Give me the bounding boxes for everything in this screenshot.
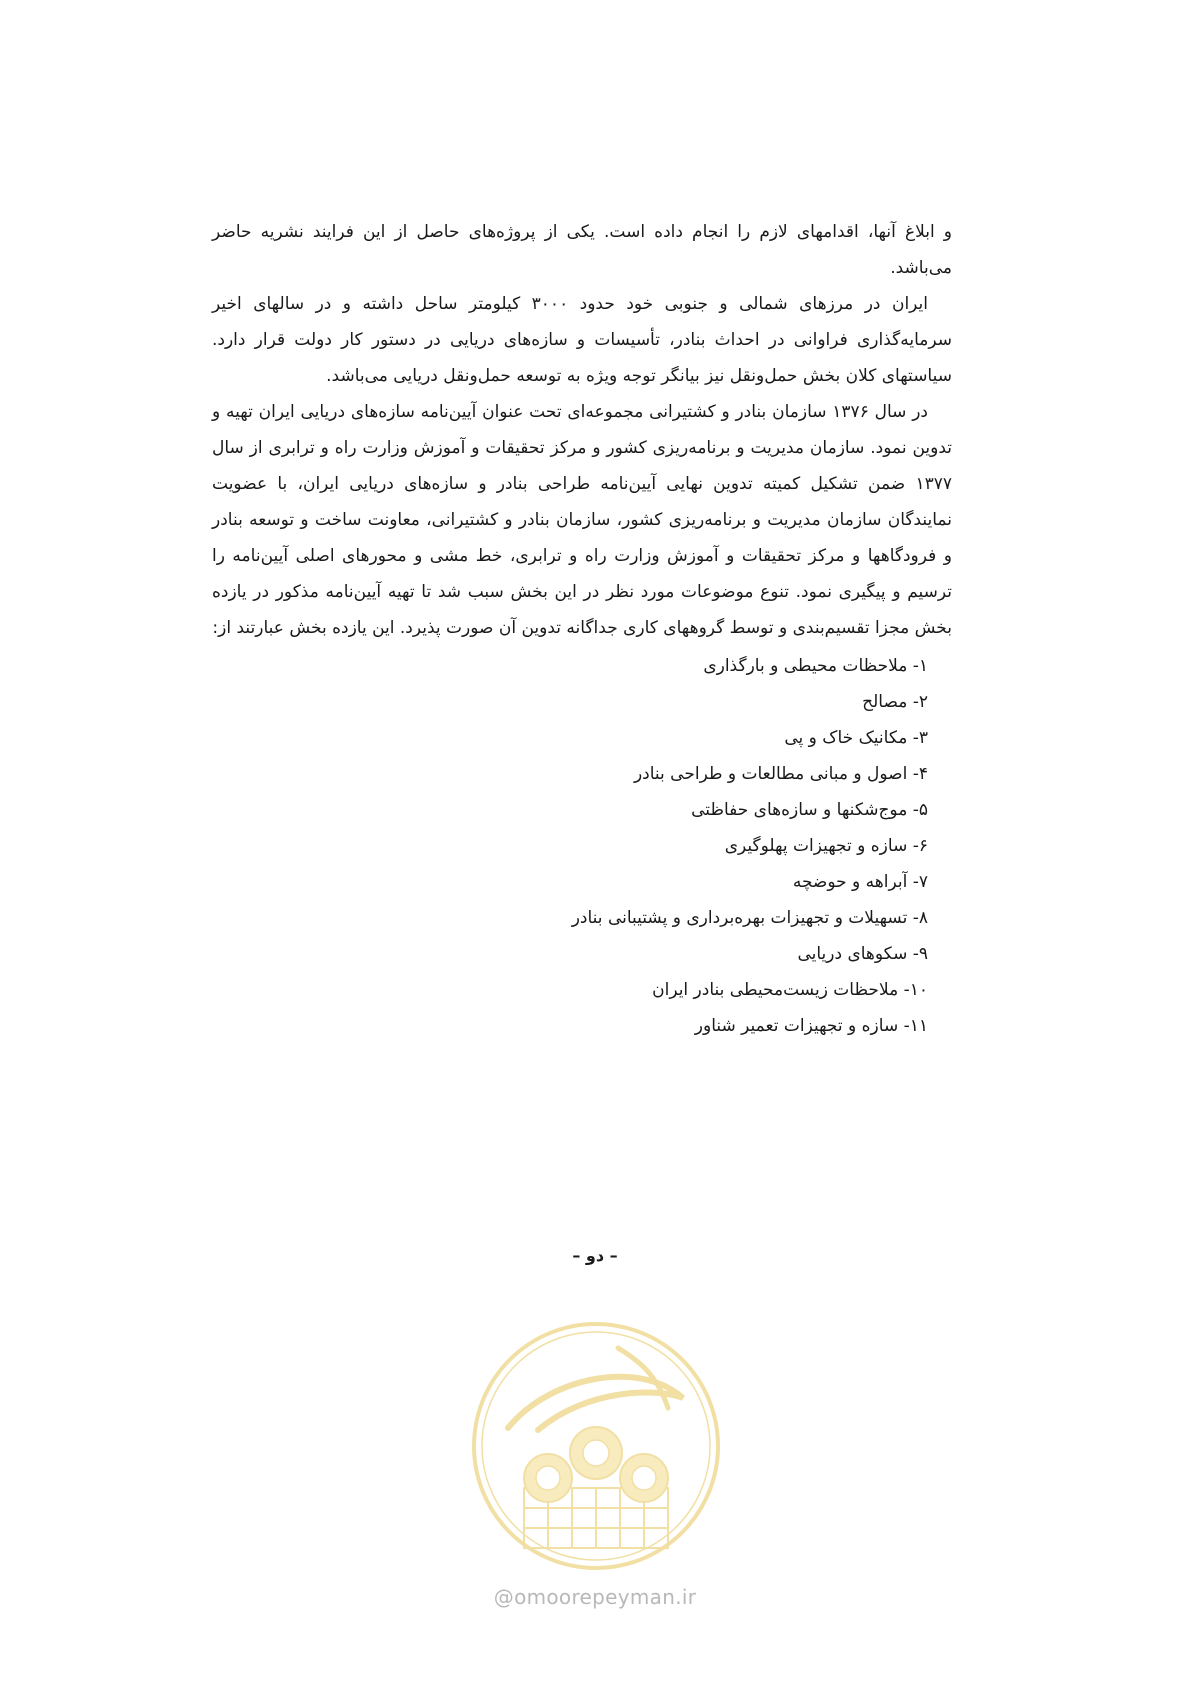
sections-list [212, 648, 952, 1044]
list-item: ۵- موج‌شکنها و سازه‌های حفاظتی [691, 800, 928, 820]
list-item: ۱۱- سازه و تجهیزات تعمیر شناور [694, 1016, 928, 1036]
page-number: – دو – [572, 1246, 618, 1265]
list-item: ۳- مکانیک خاک و پی [784, 728, 928, 748]
list-item: ۸- تسهیلات و تجهیزات بهره‌برداری و پشتیبانی بنادر [571, 908, 928, 928]
body-text [212, 214, 952, 1044]
list-item: ۴- اصول و مبانی مطالعات و طراحی بنادر [633, 764, 928, 784]
list-item: ۱۰- ملاحظات زیست‌محیطی بنادر ایران [652, 980, 928, 1000]
list-item: ۶- سازه و تجهیزات پهلوگیری [724, 836, 928, 856]
list-item: ۲- مصالح [862, 692, 928, 712]
paragraph-intro: و ابلاغ آنها، اقدامهای لازم را انجام داده است. یکی از پروژه‌های حاصل از این فرایند نشریه حاضر می‌باشد. [212, 222, 952, 278]
paragraph-coastline: ایران در مرزهای شمالی و جنوبی خود حدود ۳۰۰۰ کیلومتر ساحل داشته و در سالهای اخیر سرمایه‌گذاری فراوانی در احداث بنادر، تأسیسات و سازه‌های دریایی در دستور کار دولت قرار دارد. سیاستهای کلان بخش حمل‌ونقل نیز بیانگر توجه ویژه به توسعه حمل‌ونقل دریایی می‌باشد. [212, 294, 952, 386]
list-item: ۱- ملاحظات محیطی و بارگذاری [703, 656, 928, 676]
list-item: ۷- آبراهه و حوضچه [792, 872, 928, 892]
paragraph-history: در سال ۱۳۷۶ سازمان بنادر و کشتیرانی مجموعه‌ای تحت عنوان آیین‌نامه سازه‌های دریایی ایران تهیه و تدوین نمود. سازمان مدیریت و برنامه‌ریزی کشور و مرکز تحقیقات و آموزش وزارت راه و ترابری از سال ۱۳۷۷ ضمن تشکیل کمیته تدوین نهایی آیین‌نامه طراحی بنادر و سازه‌های دریایی ایران، با عضویت نمایندگان سازمان مدیریت و برنامه‌ریزی کشور، سازمان بنادر و کشتیرانی، معاونت ساخت و توسعه بنادر و فرودگاهها و مرکز تحقیقات و آموزش وزارت راه و ترابری، خط مشی و محورهای اصلی آیین‌نامه را ترسیم و پیگیری نمود. تنوع موضوعات مورد نظر در این بخش سبب شد تا تهیه آیین‌نامه مذکور در یازده بخش مجزا تقسیم‌بندی و توسط گروههای کاری جداگانه تدوین آن صورت پذیرد. این یازده بخش عبارتند از: [212, 402, 952, 638]
list-item: ۹- سکوهای دریایی [797, 944, 928, 964]
watermark-url: @omoorepeyman.ir [493, 1585, 697, 1609]
watermark-logo [468, 1318, 724, 1574]
